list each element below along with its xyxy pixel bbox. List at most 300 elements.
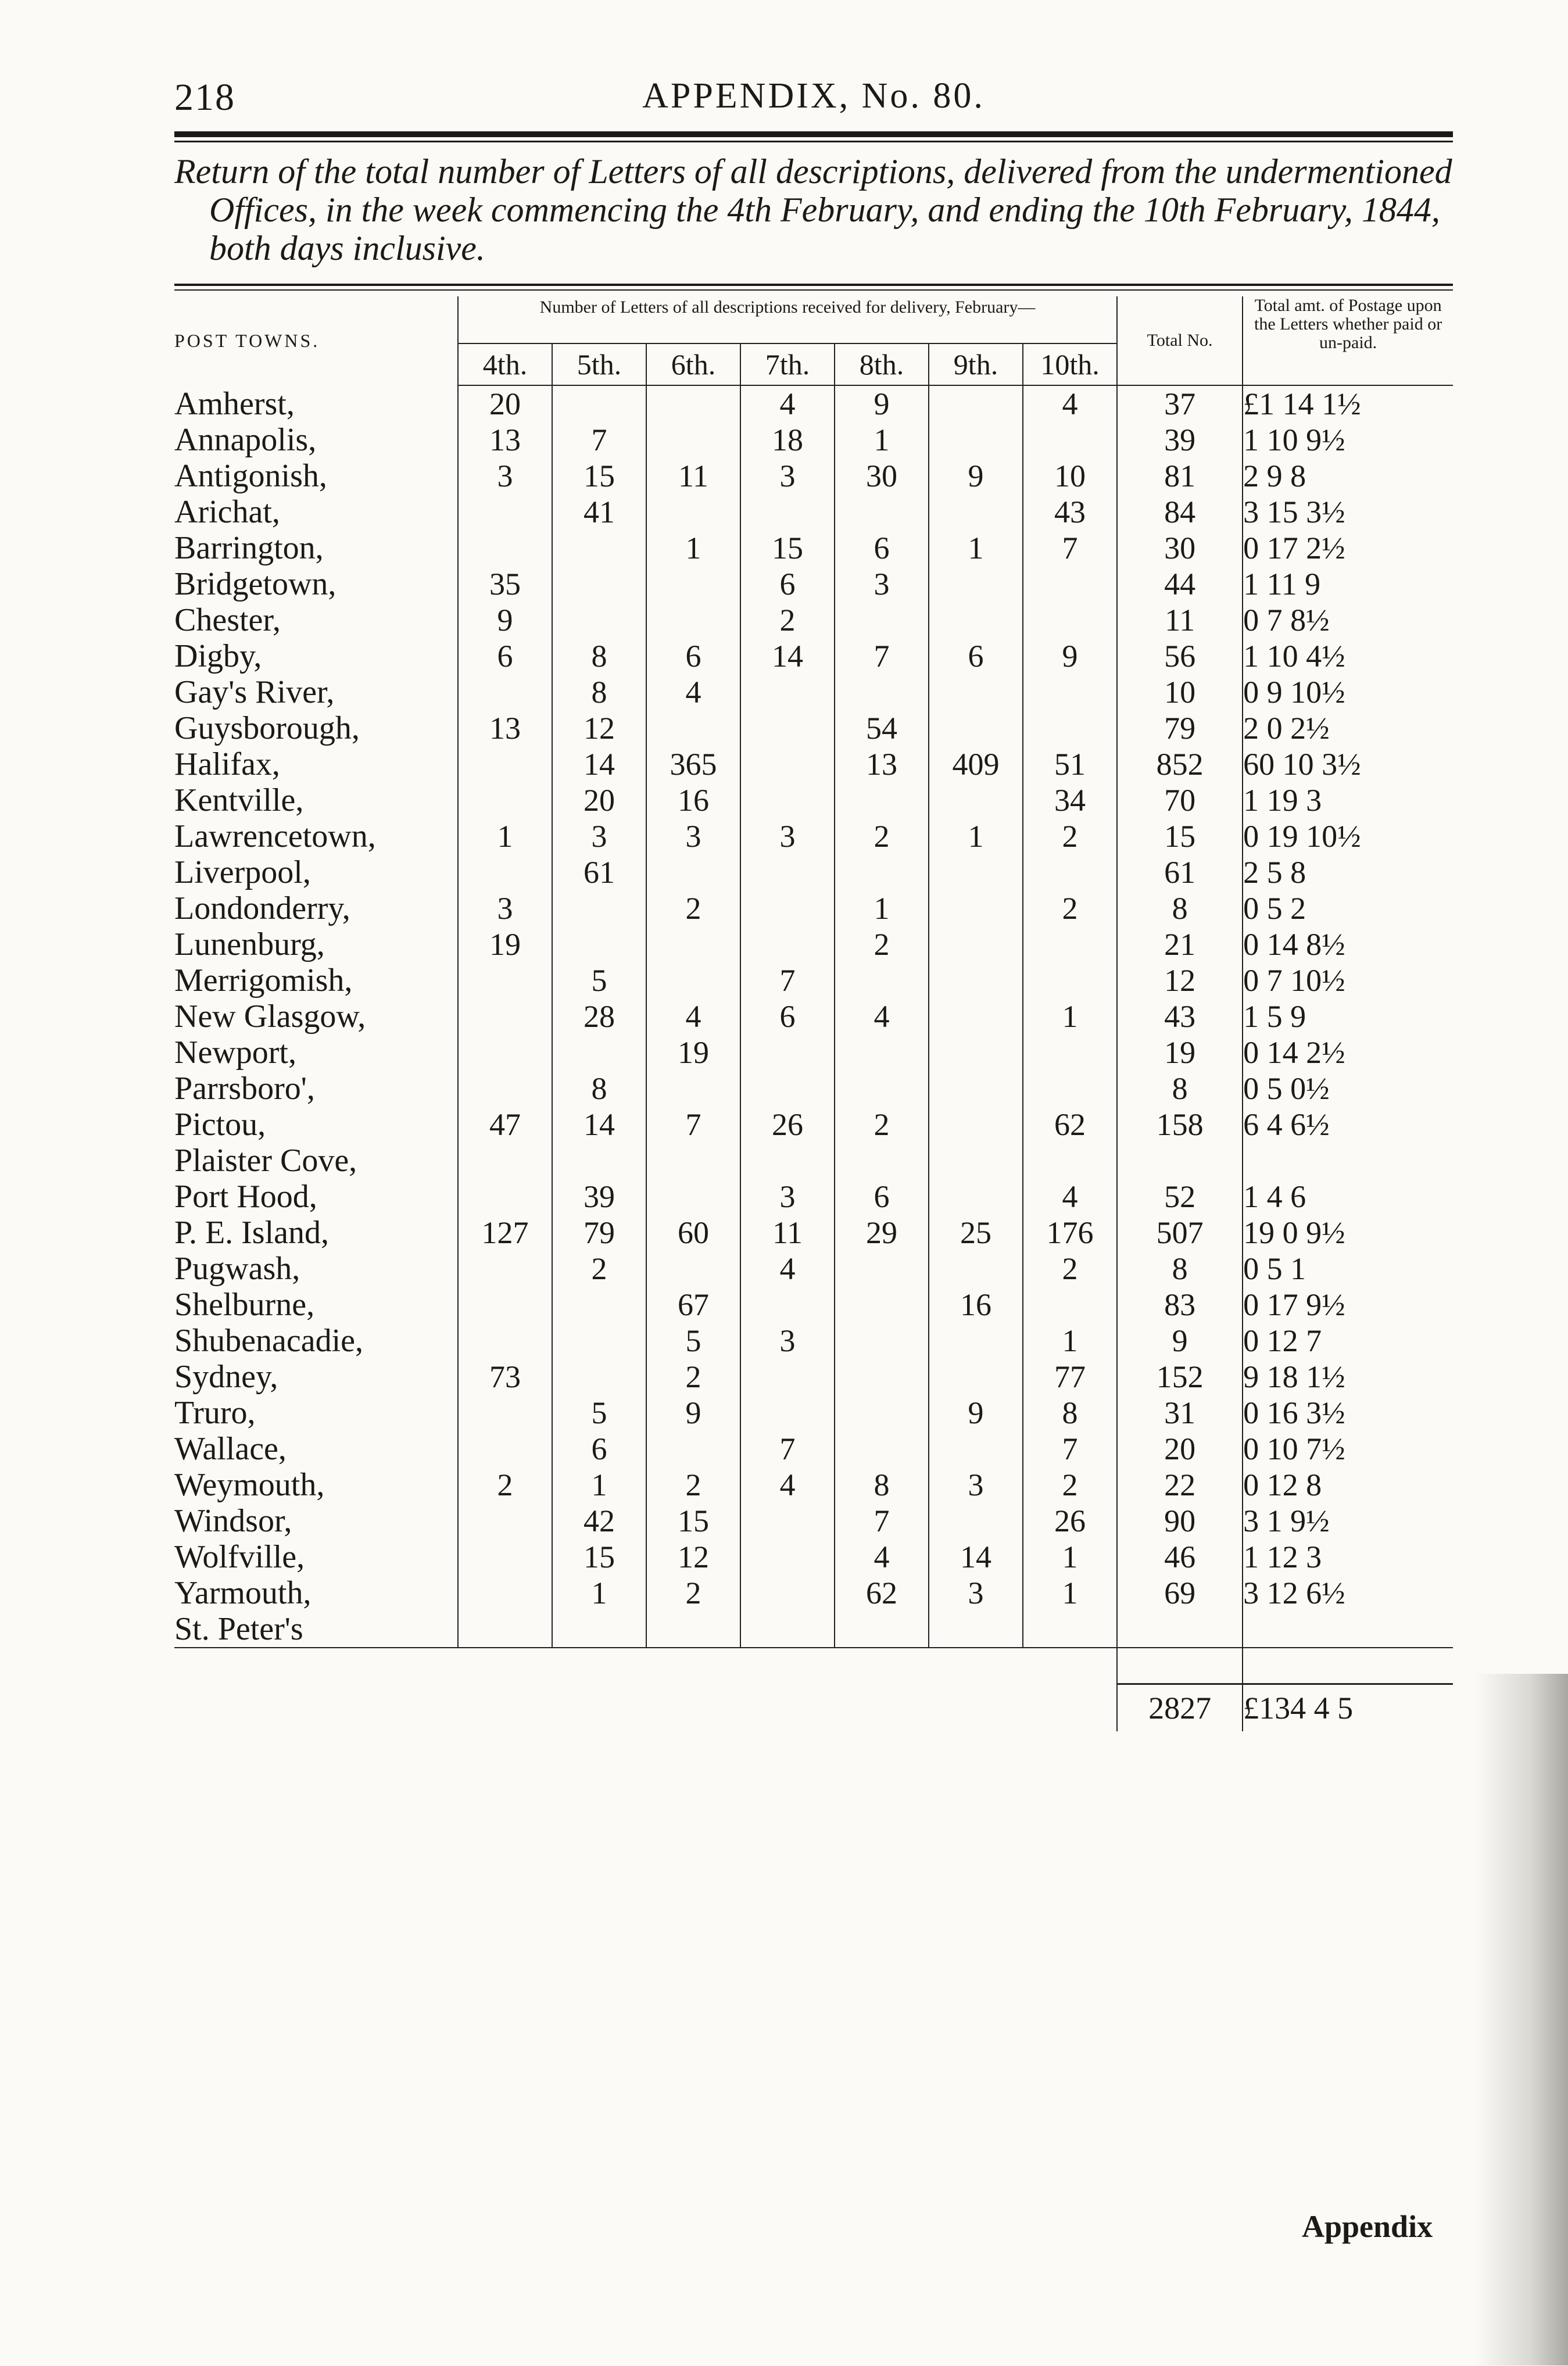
day-count-cell: 60	[646, 1215, 740, 1251]
row-total-cell: 852	[1117, 746, 1243, 782]
running-header	[174, 76, 1453, 128]
row-total-cell: 12	[1117, 962, 1243, 998]
day-count-cell: 1	[552, 1467, 646, 1503]
post-town-name: P. E. Island,	[174, 1215, 329, 1251]
day-count-cell	[929, 1503, 1023, 1539]
day-count-cell: 2	[1023, 1251, 1117, 1287]
day-count-cell	[929, 854, 1023, 890]
row-total-cell: 8	[1117, 1071, 1243, 1107]
post-town-name: Shubenacadie,	[174, 1323, 363, 1359]
day-count-cell	[1023, 710, 1117, 746]
day-count-cell: 26	[740, 1107, 835, 1143]
row-total-cell: 22	[1117, 1467, 1243, 1503]
day-count-cell: 2	[1023, 890, 1117, 926]
post-town-name: Digby,	[174, 638, 262, 674]
day-count-cell: 409	[929, 746, 1023, 782]
table-row	[174, 1539, 1453, 1575]
page-number: 218	[174, 76, 235, 119]
day-count-cell	[552, 1611, 646, 1648]
day-count-cell: 1	[646, 530, 740, 566]
row-postage-cell: 60 10 3½	[1243, 746, 1453, 782]
day-count-cell: 19	[458, 926, 552, 962]
page-edge-stain	[1475, 1674, 1568, 2365]
day-count-cell: 15	[646, 1503, 740, 1539]
post-town-name: Sydney,	[174, 1359, 278, 1395]
row-total-cell: 11	[1117, 602, 1243, 638]
day-count-cell	[740, 1611, 835, 1648]
row-total-cell: 10	[1117, 674, 1243, 710]
row-total-cell: 8	[1117, 1251, 1243, 1287]
day-count-cell: 2	[1023, 818, 1117, 854]
day-header-cell: 6th.	[646, 343, 740, 385]
day-count-cell: 3	[740, 1323, 835, 1359]
day-count-cell	[646, 385, 740, 422]
table-body	[174, 385, 1453, 1648]
post-town-name: Merrigomish,	[174, 962, 353, 998]
day-count-cell	[1023, 854, 1117, 890]
day-count-cell: 2	[740, 602, 835, 638]
day-count-cell	[740, 926, 835, 962]
row-postage-cell: 0 19 10½	[1243, 818, 1453, 854]
day-count-cell	[929, 1035, 1023, 1071]
row-postage-cell: 0 9 10½	[1243, 674, 1453, 710]
grand-total-count: 2827	[1117, 1684, 1243, 1732]
day-count-cell: 15	[552, 458, 646, 494]
day-count-cell: 39	[552, 1179, 646, 1215]
day-count-cell	[458, 1143, 552, 1179]
row-postage-cell: 2 5 8	[1243, 854, 1453, 890]
post-town-name: Lunenburg,	[174, 926, 325, 962]
day-count-cell	[1023, 926, 1117, 962]
day-count-cell	[835, 782, 929, 818]
day-count-cell: 6	[552, 1431, 646, 1467]
table-row	[174, 674, 1453, 710]
post-town-name: Arichat,	[174, 494, 280, 530]
day-count-cell: 3	[929, 1575, 1023, 1611]
table-row	[174, 1251, 1453, 1287]
post-town-name: New Glasgow,	[174, 998, 366, 1035]
day-header-cell: 10th.	[1023, 343, 1117, 385]
day-count-cell	[929, 1323, 1023, 1359]
table-caption	[174, 152, 1459, 267]
day-count-cell	[740, 890, 835, 926]
day-count-cell: 1	[835, 890, 929, 926]
day-count-cell: 2	[835, 926, 929, 962]
post-town-name: Truro,	[174, 1395, 256, 1431]
table-row	[174, 458, 1453, 494]
day-count-cell: 1	[552, 1575, 646, 1611]
row-total-cell: 507	[1117, 1215, 1243, 1251]
row-total-cell	[1117, 1611, 1243, 1648]
row-total-cell: 52	[1117, 1179, 1243, 1215]
day-count-cell	[929, 422, 1023, 458]
row-postage-cell: 1 4 6	[1243, 1179, 1453, 1215]
table-row	[174, 1323, 1453, 1359]
row-postage-cell: 2 0 2½	[1243, 710, 1453, 746]
row-total-cell: 81	[1117, 458, 1243, 494]
post-town-name: Kentville,	[174, 782, 304, 818]
row-total-cell: 61	[1117, 854, 1243, 890]
post-town-name: Parrsboro',	[174, 1071, 315, 1107]
row-total-cell: 37	[1117, 385, 1243, 422]
day-count-cell	[1023, 1035, 1117, 1071]
day-count-cell	[740, 1035, 835, 1071]
day-count-cell: 12	[552, 710, 646, 746]
post-town-name: Port Hood,	[174, 1179, 317, 1215]
day-count-cell	[740, 1539, 835, 1575]
day-count-cell	[458, 746, 552, 782]
day-count-cell	[646, 926, 740, 962]
table-row	[174, 818, 1453, 854]
page-title: APPENDIX, No. 80.	[642, 76, 985, 116]
post-town-name: Pictou,	[174, 1107, 266, 1143]
day-count-cell	[646, 710, 740, 746]
day-count-cell: 3	[929, 1467, 1023, 1503]
day-count-cell	[740, 1575, 835, 1611]
day-count-cell	[835, 962, 929, 998]
day-count-cell	[458, 1323, 552, 1359]
day-count-cell: 176	[1023, 1215, 1117, 1251]
day-count-cell	[1023, 1287, 1117, 1323]
day-count-cell	[646, 1179, 740, 1215]
day-count-cell: 1	[1023, 998, 1117, 1035]
day-count-cell	[929, 962, 1023, 998]
day-count-cell	[552, 602, 646, 638]
day-count-cell	[929, 1251, 1023, 1287]
day-count-cell: 2	[646, 1575, 740, 1611]
day-header-cell: 4th.	[458, 343, 552, 385]
day-count-cell	[552, 1359, 646, 1395]
day-count-cell	[552, 1035, 646, 1071]
day-count-cell	[458, 962, 552, 998]
day-count-cell: 15	[740, 530, 835, 566]
row-total-cell: 19	[1117, 1035, 1243, 1071]
day-count-cell	[458, 1071, 552, 1107]
day-count-cell: 2	[646, 890, 740, 926]
day-count-cell: 67	[646, 1287, 740, 1323]
table-row	[174, 566, 1453, 602]
row-postage-cell: 0 7 10½	[1243, 962, 1453, 998]
day-count-cell: 79	[552, 1215, 646, 1251]
table-row	[174, 1395, 1453, 1431]
day-count-cell: 11	[740, 1215, 835, 1251]
day-count-cell	[552, 1287, 646, 1323]
day-count-cell: 7	[1023, 1431, 1117, 1467]
day-count-cell: 9	[458, 602, 552, 638]
day-count-cell: 6	[835, 1179, 929, 1215]
day-header-cell: 7th.	[740, 343, 835, 385]
number-of-letters-header: Number of Letters of all descriptions received for delivery, February—	[458, 296, 1117, 343]
caption-line-3: both days inclusive.	[209, 229, 485, 267]
post-town-name: Barrington,	[174, 530, 324, 566]
day-count-cell	[835, 1323, 929, 1359]
header-rule-heavy	[174, 131, 1453, 137]
day-count-cell	[929, 890, 1023, 926]
row-postage-cell: 2 9 8	[1243, 458, 1453, 494]
day-count-cell	[646, 854, 740, 890]
day-count-cell: 54	[835, 710, 929, 746]
row-total-cell: 44	[1117, 566, 1243, 602]
day-count-cell: 4	[646, 998, 740, 1035]
post-town-name: St. Peter's	[174, 1611, 458, 1648]
day-count-cell	[835, 1251, 929, 1287]
row-postage-cell	[1243, 1143, 1453, 1179]
day-count-cell: 9	[929, 458, 1023, 494]
day-count-cell	[929, 385, 1023, 422]
day-count-cell: 6	[740, 998, 835, 1035]
day-count-cell: 6	[740, 566, 835, 602]
day-count-cell: 10	[1023, 458, 1117, 494]
row-postage-cell: 9 18 1½	[1243, 1359, 1453, 1395]
day-count-cell	[458, 1251, 552, 1287]
table-top-rule	[174, 284, 1453, 286]
post-town-name: Plaister Cove,	[174, 1143, 357, 1179]
day-count-cell	[1023, 422, 1117, 458]
day-count-cell: 13	[458, 710, 552, 746]
row-postage-cell: 0 7 8½	[1243, 602, 1453, 638]
day-count-cell	[835, 674, 929, 710]
row-postage-cell: 1 10 9½	[1243, 422, 1453, 458]
day-count-cell: 77	[1023, 1359, 1117, 1395]
row-total-cell: 90	[1117, 1503, 1243, 1539]
day-count-cell	[740, 1287, 835, 1323]
day-count-cell: 8	[552, 638, 646, 674]
day-count-cell	[740, 494, 835, 530]
day-count-cell	[929, 782, 1023, 818]
row-total-cell: 83	[1117, 1287, 1243, 1323]
day-count-cell	[740, 782, 835, 818]
table-row	[174, 1287, 1453, 1323]
row-total-cell: 79	[1117, 710, 1243, 746]
post-town-name: Wallace,	[174, 1431, 287, 1467]
day-count-cell: 15	[552, 1539, 646, 1575]
day-count-cell	[552, 1323, 646, 1359]
table-row	[174, 385, 1453, 422]
day-count-cell: 61	[552, 854, 646, 890]
day-count-cell	[740, 746, 835, 782]
row-total-cell: 8	[1117, 890, 1243, 926]
day-count-cell: 30	[835, 458, 929, 494]
table-row	[174, 638, 1453, 674]
table-row	[174, 1503, 1453, 1539]
row-total-cell: 56	[1117, 638, 1243, 674]
day-count-cell: 14	[552, 746, 646, 782]
day-count-cell: 8	[552, 1071, 646, 1107]
day-count-cell: 20	[458, 385, 552, 422]
table-row	[174, 1611, 1453, 1648]
post-town-name: Yarmouth,	[174, 1575, 312, 1611]
day-count-cell: 2	[552, 1251, 646, 1287]
day-count-cell: 2	[646, 1467, 740, 1503]
post-town-name: Halifax,	[174, 746, 280, 782]
day-count-cell	[1023, 962, 1117, 998]
day-count-cell: 26	[1023, 1503, 1117, 1539]
day-count-cell: 5	[552, 1395, 646, 1431]
total-number-header: Total No.	[1117, 296, 1243, 385]
table-top-rule-thin	[174, 289, 1453, 291]
row-total-cell	[1117, 1143, 1243, 1179]
post-town-name: Wolfville,	[174, 1539, 305, 1575]
day-count-cell: 8	[1023, 1395, 1117, 1431]
day-count-cell: 4	[835, 998, 929, 1035]
day-count-cell	[835, 1431, 929, 1467]
day-count-cell: 2	[835, 1107, 929, 1143]
day-count-cell	[740, 1359, 835, 1395]
day-count-cell	[458, 782, 552, 818]
day-count-cell	[458, 1575, 552, 1611]
table-row	[174, 1179, 1453, 1215]
day-count-cell: 7	[740, 962, 835, 998]
day-count-cell: 9	[646, 1395, 740, 1431]
day-count-cell	[458, 1035, 552, 1071]
day-count-cell: 62	[1023, 1107, 1117, 1143]
day-count-cell: 34	[1023, 782, 1117, 818]
day-count-cell: 3	[458, 458, 552, 494]
post-towns-header: POST TOWNS.	[174, 330, 320, 351]
day-header-cell: 8th.	[835, 343, 929, 385]
table-row	[174, 1575, 1453, 1611]
day-count-cell: 13	[835, 746, 929, 782]
day-count-cell: 7	[835, 1503, 929, 1539]
post-town-name: Chester,	[174, 602, 281, 638]
post-town-name: Newport,	[174, 1035, 296, 1071]
row-postage-cell: 3 1 9½	[1243, 1503, 1453, 1539]
day-count-cell: 41	[552, 494, 646, 530]
day-count-cell: 4	[646, 674, 740, 710]
day-count-cell	[835, 1611, 929, 1648]
row-total-cell: 39	[1117, 422, 1243, 458]
day-count-cell: 4	[740, 1251, 835, 1287]
day-count-cell: 16	[646, 782, 740, 818]
row-postage-cell: 1 10 4½	[1243, 638, 1453, 674]
day-count-cell	[646, 422, 740, 458]
day-count-cell: 7	[552, 422, 646, 458]
day-header-cell: 9th.	[929, 343, 1023, 385]
day-count-cell	[1023, 1611, 1117, 1648]
table-row	[174, 602, 1453, 638]
day-count-cell	[646, 1143, 740, 1179]
post-town-name: Shelburne,	[174, 1287, 315, 1323]
day-count-cell: 42	[552, 1503, 646, 1539]
day-count-cell	[929, 1611, 1023, 1648]
day-count-cell: 3	[740, 458, 835, 494]
day-count-cell	[740, 710, 835, 746]
day-count-cell: 3	[835, 566, 929, 602]
day-count-cell: 29	[835, 1215, 929, 1251]
day-count-cell	[552, 385, 646, 422]
day-count-cell: 14	[929, 1539, 1023, 1575]
day-count-cell: 3	[740, 818, 835, 854]
day-count-cell: 5	[552, 962, 646, 998]
row-postage-cell: 0 5 2	[1243, 890, 1453, 926]
day-header-cell: 5th.	[552, 343, 646, 385]
post-town-name: Lawrencetown,	[174, 818, 376, 854]
row-postage-cell: 0 10 7½	[1243, 1431, 1453, 1467]
day-count-cell: 1	[929, 530, 1023, 566]
day-count-cell: 4	[1023, 1179, 1117, 1215]
day-count-cell: 6	[835, 530, 929, 566]
day-count-cell: 13	[458, 422, 552, 458]
post-town-name: Weymouth,	[174, 1467, 325, 1503]
day-count-cell: 3	[458, 890, 552, 926]
row-total-cell: 20	[1117, 1431, 1243, 1467]
day-count-cell: 5	[646, 1323, 740, 1359]
row-postage-cell: 0 14 8½	[1243, 926, 1453, 962]
day-count-cell	[929, 1143, 1023, 1179]
table-row	[174, 1431, 1453, 1467]
day-count-cell	[835, 1395, 929, 1431]
grand-total-row	[174, 1684, 1453, 1732]
row-total-cell: 46	[1117, 1539, 1243, 1575]
day-count-cell	[646, 1611, 740, 1648]
day-count-cell: 16	[929, 1287, 1023, 1323]
day-count-cell	[458, 674, 552, 710]
row-postage-cell: 1 19 3	[1243, 782, 1453, 818]
table-row	[174, 782, 1453, 818]
day-count-cell: 9	[835, 385, 929, 422]
day-count-cell: 14	[552, 1107, 646, 1143]
post-town-name: Bridgetown,	[174, 566, 336, 602]
day-count-cell: 2	[1023, 1467, 1117, 1503]
row-total-cell: 31	[1117, 1395, 1243, 1431]
day-count-cell: 1	[458, 818, 552, 854]
post-town-name: Liverpool,	[174, 854, 311, 890]
row-total-cell: 84	[1117, 494, 1243, 530]
day-count-cell	[929, 602, 1023, 638]
post-town-name: Amherst,	[174, 385, 295, 422]
day-count-cell	[929, 710, 1023, 746]
day-count-cell	[458, 530, 552, 566]
row-postage-cell: 1 12 3	[1243, 1539, 1453, 1575]
day-count-cell: 3	[740, 1179, 835, 1215]
day-count-cell	[646, 566, 740, 602]
post-town-name: Guysborough,	[174, 710, 360, 746]
day-count-cell: 7	[1023, 530, 1117, 566]
post-town-name: Londonderry,	[174, 890, 350, 926]
day-count-cell	[1023, 566, 1117, 602]
day-count-cell: 8	[835, 1467, 929, 1503]
day-count-cell	[740, 1395, 835, 1431]
day-count-cell: 2	[835, 818, 929, 854]
post-town-name: Gay's River,	[174, 674, 335, 710]
table-row	[174, 854, 1453, 890]
day-count-cell	[552, 1143, 646, 1179]
day-count-cell: 3	[552, 818, 646, 854]
table-row	[174, 1071, 1453, 1107]
day-count-cell: 127	[458, 1215, 552, 1251]
day-count-cell	[1023, 1143, 1117, 1179]
day-count-cell	[740, 1071, 835, 1107]
row-postage-cell: 3 15 3½	[1243, 494, 1453, 530]
day-count-cell	[740, 854, 835, 890]
row-total-cell: 69	[1117, 1575, 1243, 1611]
row-postage-cell	[1243, 1611, 1453, 1648]
day-count-cell	[646, 962, 740, 998]
row-total-cell: 158	[1117, 1107, 1243, 1143]
row-total-cell: 152	[1117, 1359, 1243, 1395]
row-postage-cell: 0 5 1	[1243, 1251, 1453, 1287]
post-town-name: Antigonish,	[174, 458, 327, 494]
day-count-cell: 365	[646, 746, 740, 782]
day-count-cell	[646, 1251, 740, 1287]
row-postage-cell: 1 5 9	[1243, 998, 1453, 1035]
day-count-cell: 14	[740, 638, 835, 674]
day-count-cell	[1023, 1071, 1117, 1107]
day-count-cell: 1	[835, 422, 929, 458]
row-postage-cell: 6 4 6½	[1243, 1107, 1453, 1143]
day-count-cell	[458, 1503, 552, 1539]
day-count-cell	[929, 566, 1023, 602]
